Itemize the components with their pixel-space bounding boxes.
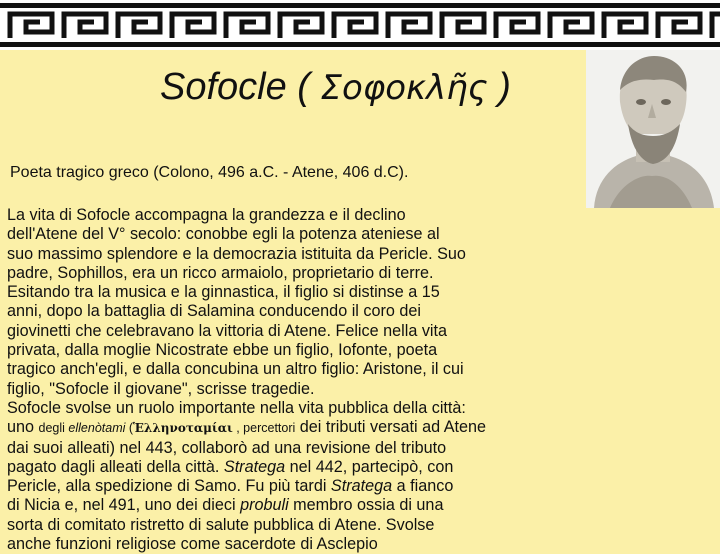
text-line: sorta di comitato ristretto di salute pubblica di Atene. Svolse [7, 515, 435, 534]
text-line [7, 458, 582, 477]
text-line: Esitando tra la musica e la ginnastica, il figlio si distinse a 15 [7, 283, 440, 302]
text-run: Stratega [330, 477, 393, 496]
text-line: figlio, "Sofocle il giovane", scrisse tragedie. [7, 379, 315, 398]
text-run: dei tributi versati ad Atene [295, 418, 487, 437]
text-line [7, 496, 582, 515]
title-greek: Σοφοκλῆς [320, 68, 488, 108]
bust-icon [586, 50, 720, 208]
text-run: Pericle, alla spedizione di Samo. Fu più tardi [7, 477, 331, 496]
text-run: degli [38, 421, 69, 436]
text-line [7, 477, 582, 496]
greek-key-border [0, 0, 720, 50]
text-run: nel 442, partecipò, con [285, 457, 454, 476]
text-run: uno [7, 418, 39, 437]
biography-text [7, 206, 582, 554]
text-line: anche funzioni religiose come sacerdote di Asclepio [7, 535, 378, 554]
text-line: dai suoi alleati) nel 443, collaborò ad una revisione del tributo [7, 438, 447, 457]
text-line: privata, dalla moglie Nicostrate ebbe un figlio, Iofonte, poeta [7, 341, 438, 360]
text-run: probuli [240, 496, 289, 515]
text-line: dell'Atene del V° secolo: conobbe egli la potenza ateniese al [7, 225, 440, 244]
text-run: ellenòtami [68, 421, 126, 436]
title-latin: Sofocle ( [160, 66, 310, 108]
text-line: suo massimo splendore e la democrazia istituita da Pericle. Suo [7, 244, 466, 263]
text-run: membro ossia di una [288, 496, 444, 515]
sophocles-bust-image [586, 50, 720, 208]
title-close: ) [498, 66, 511, 108]
meander-pattern-icon [0, 0, 720, 50]
page-title [160, 66, 580, 109]
text-line: padre, Sophillos, era un ricco armaiolo, proprietario di terre. [7, 263, 434, 282]
text-run: , percettori [232, 421, 296, 436]
text-run: a fianco [392, 477, 454, 496]
text-line: anni, dopo la battaglia di Salamina conducendo il coro dei [7, 302, 421, 321]
text-line: giovinetti che celebravano la vittoria di Atene. Felice nella vita [7, 321, 448, 340]
text-run: Stratega [223, 457, 286, 476]
text-run: ( [125, 421, 134, 436]
intro-line: Poeta tragico greco (Colono, 496 a.C. - Atene, 406 d.C). [10, 164, 409, 181]
text-run: Ἑλληνοταμίαι [133, 421, 233, 436]
text-run: pagato dagli alleati della città. [7, 457, 224, 476]
text-line: tragico anch'egli, e dalla concubina un altro figlio: Aristone, il cui [7, 360, 464, 379]
text-line [7, 418, 582, 438]
text-line: Sofocle svolse un ruolo importante nella vita pubblica della città: [7, 398, 466, 417]
text-run: di Nicia e, nel 491, uno dei dieci [7, 496, 241, 515]
text-line: La vita di Sofocle accompagna la grandezza e il declino [7, 206, 406, 224]
